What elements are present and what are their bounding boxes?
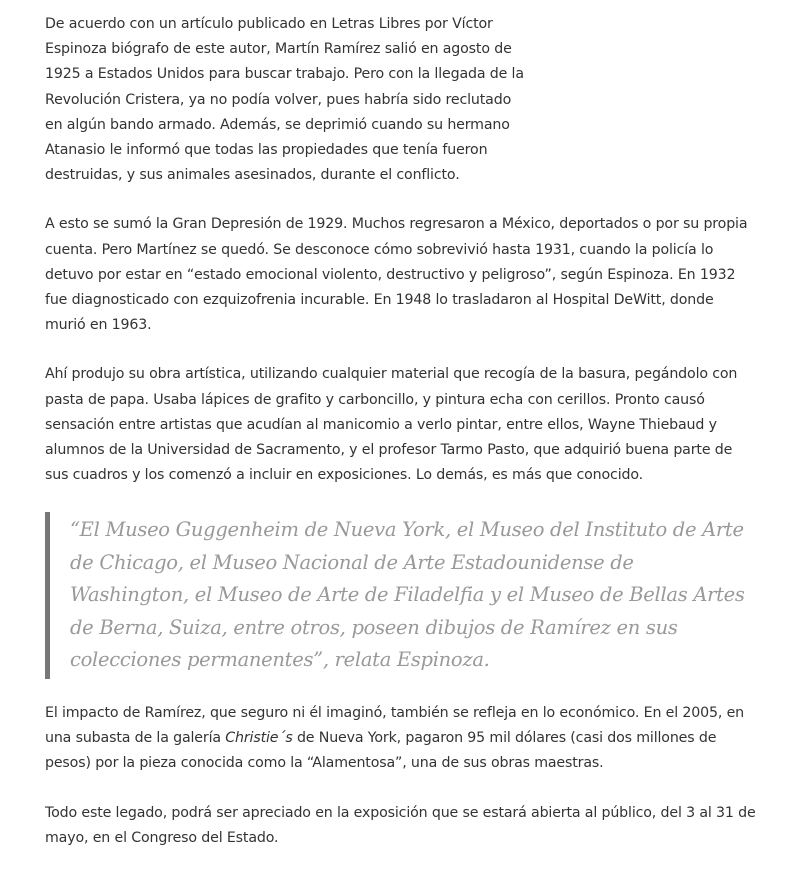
paragraph-artistic-work: Ahí produjo su obra artística, utilizando cualquier material que recogía de la basura, pegándolo con pasta de papa. Usaba lápices de grafito y carboncillo, y pintura echa con cerillos. Pronto causó sensación entre artistas que acudían al manicomio a verlo pintar, entre ellos, Wayne Thiebaud y alumnos de la Universidad de Sacramento, y el profesor Tarmo Pasto, que adquirió buena parte de sus cuadros y los comenzó a incluir en exposiciones. Lo demás, es más que conocido. [45, 366, 738, 484]
article-body [45, 12, 757, 875]
impact-text-after: de Nueva York, pagaron 95 mil dólares (casi dos millones de pesos) por la pieza conocida como la “Alamentosa”, una de sus obras maestras. [45, 730, 717, 772]
paragraph-economic-impact [45, 701, 757, 777]
blockquote-text: “El Museo Guggenheim de Nueva York, el Museo del Instituto de Arte de Chicago, el Museo Nacional de Arte Estadounidense de Washington, el Museo de Arte de Filadelfia y el Museo de Bellas Artes de Berna, Suiza, entre otros, poseen dibujos de Ramírez en sus colecciones permanentes”, relata Espinoza. [70, 518, 745, 672]
paragraph-emigration: De acuerdo con un artículo publicado en Letras Libres por Víctor Espinoza biógrafo de este autor, Martín Ramírez salió en agosto de 1925 a Estados Unidos para buscar trabajo. Pero con la llegada de la Revolución Cristera, ya no podía volver, pues habría sido reclutado en algún bando armado. Además, se deprimió cuando su hermano Atanasio le informó que todas las propiedades que tenía fueron destruidas, y sus animales asesinados, durante el conflicto. [45, 16, 524, 184]
blockquote-museums [45, 512, 757, 679]
paragraph-exhibition: Todo este legado, podrá ser apreciado en la exposición que se estará abierta al público, del 3 al 31 de mayo, en el Congreso del Estado. [45, 804, 756, 846]
paragraph-great-depression: A esto se sumó la Gran Depresión de 1929. Muchos regresaron a México, deportados o por su propia cuenta. Pero Martínez se quedó. Se desconoce cómo sobrevivió hasta 1931, cuando la policía lo detuvo por estar en “estado emocional violento, destructivo y peligroso”, según Espinoza. En 1932 fue diagnosticado con ezquizofrenia incurable. En 1948 lo trasladaron al Hospital DeWitt, donde murió en 1963. [45, 216, 748, 334]
christies-emphasis: Christie´s [225, 730, 293, 747]
impact-text-before: El impacto de Ramírez, que seguro ni él imaginó, también se refleja en lo económico. En el 2005, en una subasta de la galería [45, 704, 745, 747]
